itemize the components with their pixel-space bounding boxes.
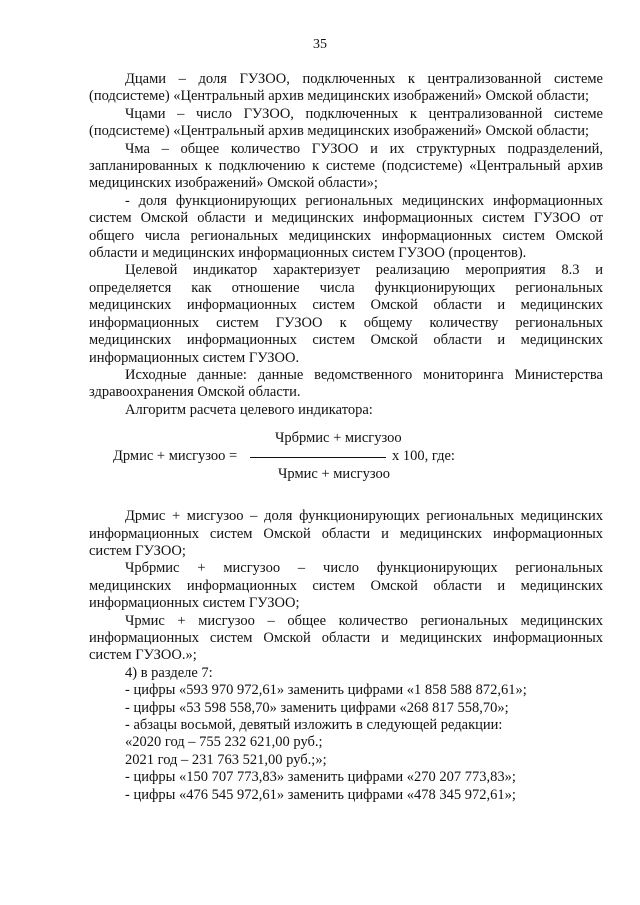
- definition-dcami: Дцами – доля ГУЗОО, подключенных к централизованной системе (подсистеме) «Центральный архив медицинских изображений» Омской области;: [89, 71, 603, 105]
- document-body: [89, 71, 603, 804]
- amendment-item: - цифры «593 970 972,61» заменить цифрами «1 858 588 872,61»;: [125, 682, 527, 699]
- definition-chma: Чма – общее количество ГУЗОО и их структурных подразделений, запланированных к подключению к системе (подсистеме) «Центральный архив медицинских изображений» Омской области»;: [89, 140, 603, 192]
- definition-chcami: Чцами – число ГУЗОО, подключенных к централизованной системе (подсистеме) «Центральный архив медицинских изображений» Омской области;: [89, 105, 603, 140]
- indicator-description: - доля функционирующих региональных медицинских информационных систем Омской области и медицинских информационных систем ГУЗОО от общего числа региональных медицинских информационных систем Омской области и медицинских информационных систем ГУЗОО (процентов).: [89, 192, 603, 262]
- formula-fraction-bar: [250, 457, 386, 458]
- amendment-item: - цифры «150 707 773,83» заменить цифрами «270 207 773,83»;: [125, 769, 516, 786]
- formula-denominator: Чрмис + мисгузоо: [278, 466, 390, 483]
- indicator-characteristics: Целевой индикатор характеризует реализацию мероприятия 8.3 и определяется как отношение числа функционирующих региональных медицинских информационных систем Омской области и медицинских информационных систем ГУЗОО к общему количеству региональных медицинских информационных систем Омской области и медицинских информационных систем ГУЗОО.: [89, 262, 603, 366]
- formula-lhs: Дрмис + мисгузоо =: [113, 448, 238, 465]
- amendment-quote-line: 2021 год – 231 763 521,00 руб.;»;: [125, 751, 327, 768]
- amendment-item: - абзацы восьмой, девятый изложить в следующей редакции:: [125, 717, 503, 733]
- amendment-item: - цифры «53 598 558,70» заменить цифрами «268 817 558,70»;: [125, 699, 509, 716]
- formula: [89, 430, 603, 492]
- amendment-quote-line: «2020 год – 755 232 621,00 руб.;: [125, 734, 323, 751]
- definition-chrmis: Чрмис + мисгузоо – общее количество региональных медицинских информационных систем Омской области и медицинских информационных систем ГУЗОО.»;: [89, 612, 603, 664]
- definition-chrbrmis: Чрбрмис + мисгузоо – число функционирующих региональных медицинских информационных систем Омской области и медицинских информационных систем ГУЗОО;: [89, 560, 603, 612]
- algorithm-heading: Алгоритм расчета целевого индикатора:: [125, 401, 373, 418]
- section-7-heading: 4) в разделе 7:: [125, 664, 213, 681]
- definition-drmis: Дрмис + мисгузоо – доля функционирующих региональных медицинских информационных систем Омской области и медицинских информационных систем ГУЗОО;: [89, 508, 603, 559]
- source-data: Исходные данные: данные ведомственного мониторинга Министерства здравоохранения Омской области.: [89, 366, 603, 401]
- formula-rhs: x 100, где:: [392, 448, 455, 465]
- amendment-item: - цифры «476 545 972,61» заменить цифрами «478 345 972,61»;: [125, 786, 516, 803]
- page-number: 35: [313, 37, 327, 52]
- formula-numerator: Чрбрмис + мисгузоо: [275, 430, 402, 447]
